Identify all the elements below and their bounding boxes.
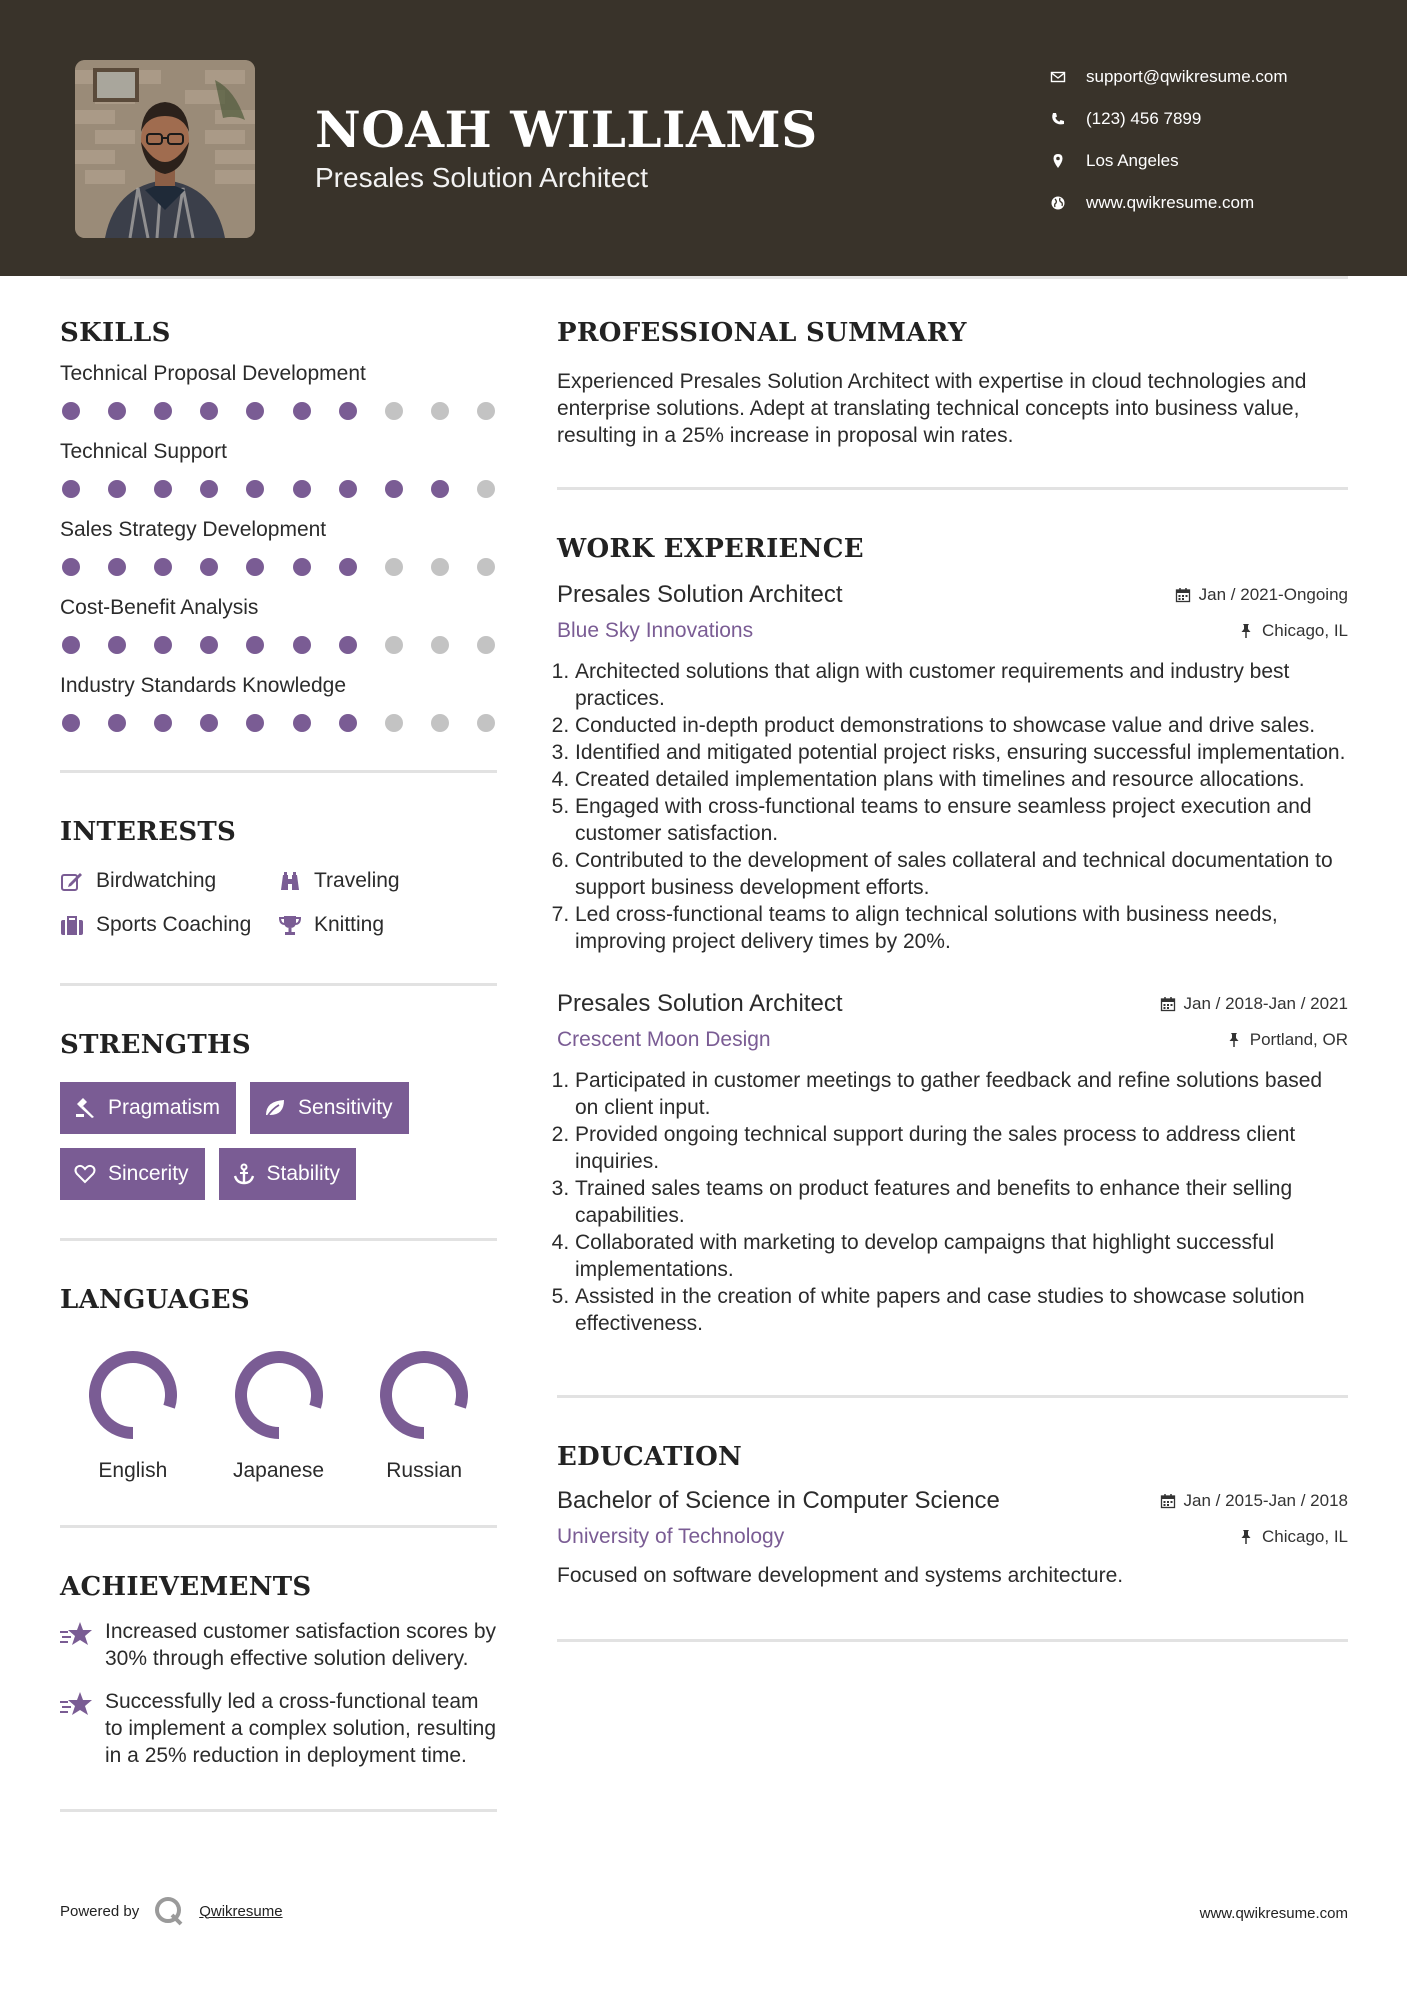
pushpin-icon	[1226, 1032, 1242, 1048]
rating-dot-filled	[200, 636, 218, 654]
job-dates	[1175, 580, 1348, 610]
interests-section	[60, 817, 497, 937]
strength-label: Stability	[266, 1162, 341, 1185]
rating-dot-empty	[431, 558, 449, 576]
skill-item	[60, 674, 497, 732]
rating-dot-filled	[246, 714, 264, 732]
rating-dot-filled	[293, 480, 311, 498]
envelope-icon	[1050, 69, 1086, 85]
interest-label: Traveling	[314, 869, 400, 892]
job-bullet: 3. Trained sales teams on product features and benefits to enhance their selling capabilities.	[575, 1175, 1348, 1229]
binoculars-icon	[278, 870, 302, 892]
job-bullet: 6. Contributed to the development of sales collateral and technical documentation to support business development efforts.	[575, 847, 1348, 901]
education-dates-text: Jan / 2015-Jan / 2018	[1183, 1491, 1348, 1510]
rating-dot-filled	[339, 480, 357, 498]
language-item	[351, 1345, 497, 1483]
rating-dot-empty	[431, 714, 449, 732]
footer-website[interactable]: www.qwikresume.com	[1199, 1905, 1348, 1922]
interests-heading: INTERESTS	[60, 817, 237, 847]
rating-dot-filled	[293, 558, 311, 576]
powered-by-text: Powered by	[60, 1902, 140, 1920]
rating-dot-filled	[154, 636, 172, 654]
strengths-heading: STRENGTHS	[60, 1030, 251, 1060]
summary-section	[557, 318, 1348, 449]
education-description: Focused on software development and systems architecture.	[557, 1564, 1124, 1587]
languages-list	[60, 1345, 497, 1483]
qwikresume-logo-icon	[153, 1895, 185, 1927]
skill-item	[60, 518, 497, 576]
job-bullet: 7. Led cross-functional teams to align technical solutions with business needs, improving project delivery times by 20%.	[575, 901, 1348, 955]
interest-label: Knitting	[314, 913, 385, 936]
job-dates-text: Jan / 2018-Jan / 2021	[1183, 994, 1348, 1013]
experience-heading: WORK EXPERIENCE	[557, 534, 864, 564]
job-dates	[1160, 989, 1348, 1019]
language-level-arc	[95, 1357, 171, 1433]
strengths-list	[60, 1082, 497, 1200]
skill-rating	[60, 714, 497, 732]
calendar-icon	[1160, 1493, 1176, 1509]
skills-section	[60, 318, 497, 732]
section-divider	[557, 1639, 1348, 1642]
job-location	[1238, 616, 1348, 646]
strength-label: Sincerity	[108, 1162, 189, 1185]
rating-dot-filled	[108, 480, 126, 498]
skill-rating	[60, 636, 497, 654]
rating-dot-filled	[200, 480, 218, 498]
rating-dot-filled	[62, 480, 80, 498]
edit-icon	[60, 870, 84, 892]
rating-dot-empty	[477, 558, 495, 576]
contact-website[interactable]	[1050, 182, 1360, 224]
contact-phone[interactable]	[1050, 98, 1360, 140]
achievement-item	[60, 1688, 497, 1769]
rating-dot-filled	[246, 402, 264, 420]
job-bullet: 5. Assisted in the creation of white papers and case studies to showcase solution effectiveness.	[575, 1283, 1348, 1337]
education-heading: EDUCATION	[557, 1442, 743, 1472]
right-column	[557, 318, 1348, 1642]
rating-dot-filled	[293, 636, 311, 654]
briefcase-icon	[60, 914, 84, 936]
map-marker-icon	[1050, 153, 1086, 169]
education-location-text: Chicago, IL	[1262, 1527, 1348, 1546]
rating-dot-filled	[62, 558, 80, 576]
company-name: Blue Sky Innovations	[557, 619, 754, 642]
skill-rating	[60, 402, 497, 420]
language-item	[206, 1345, 352, 1483]
achievement-item	[60, 1618, 497, 1672]
skill-rating	[60, 558, 497, 576]
heart-icon	[74, 1163, 96, 1185]
language-item	[60, 1345, 206, 1483]
rating-dot-filled	[246, 636, 264, 654]
job-location	[1226, 1025, 1348, 1055]
section-divider	[60, 1809, 497, 1812]
skill-item	[60, 596, 497, 654]
strength-label: Pragmatism	[108, 1096, 221, 1119]
rating-dot-filled	[293, 402, 311, 420]
rating-dot-filled	[293, 714, 311, 732]
language-level-ring	[229, 1345, 329, 1445]
rating-dot-filled	[62, 402, 80, 420]
contact-list	[1050, 56, 1360, 224]
job-bullet: 3. Identified and mitigated potential project risks, ensuring successful implementation.	[575, 739, 1348, 766]
skill-name: Industry Standards Knowledge	[60, 674, 347, 697]
job-bullet: 2. Conducted in-depth product demonstrations to showcase value and drive sales.	[575, 712, 1348, 739]
rating-dot-filled	[108, 636, 126, 654]
star-achievement-icon	[60, 1690, 94, 1718]
rating-dot-empty	[385, 402, 403, 420]
skill-name: Technical Proposal Development	[60, 362, 366, 385]
rating-dot-filled	[200, 402, 218, 420]
job-bullet: 4. Created detailed implementation plans with timelines and resource allocations.	[575, 766, 1348, 793]
language-level-arc	[386, 1357, 462, 1433]
section-divider	[557, 487, 1348, 490]
rating-dot-filled	[339, 402, 357, 420]
section-divider	[60, 983, 497, 986]
achievements-heading: ACHIEVEMENTS	[60, 1572, 312, 1602]
qwikresume-link[interactable]: Qwikresume	[199, 1902, 283, 1920]
job-bullets	[557, 658, 1348, 955]
strength-badge	[60, 1148, 205, 1200]
rating-dot-empty	[477, 402, 495, 420]
anchor-icon	[233, 1163, 255, 1185]
job-bullets	[557, 1067, 1348, 1337]
gavel-icon	[74, 1097, 96, 1119]
rating-dot-filled	[339, 714, 357, 732]
rating-dot-filled	[108, 714, 126, 732]
rating-dot-filled	[154, 558, 172, 576]
rating-dot-filled	[385, 480, 403, 498]
strength-badge	[219, 1148, 357, 1200]
achievement-text: Increased customer satisfaction scores by 30% through effective solution delivery.	[105, 1620, 497, 1670]
rating-dot-empty	[477, 636, 495, 654]
skill-name: Sales Strategy Development	[60, 518, 327, 541]
job-location-text: Portland, OR	[1249, 1030, 1348, 1049]
profile-photo	[75, 60, 255, 238]
section-divider	[60, 1238, 497, 1241]
job-bullet: 2. Provided ongoing technical support during the sales process to address client inquiries.	[575, 1121, 1348, 1175]
skill-item	[60, 362, 497, 420]
star-achievement-icon	[60, 1620, 94, 1648]
rating-dot-empty	[477, 714, 495, 732]
skill-item	[60, 440, 497, 498]
job-title: Presales Solution Architect	[557, 990, 843, 1017]
pushpin-icon	[1238, 1529, 1254, 1545]
left-column	[60, 318, 497, 1812]
rating-dot-filled	[108, 558, 126, 576]
section-divider	[60, 770, 497, 773]
calendar-icon	[1160, 996, 1176, 1012]
language-level-ring	[374, 1345, 474, 1445]
job-location-text: Chicago, IL	[1262, 621, 1348, 640]
rating-dot-filled	[154, 714, 172, 732]
interest-item	[278, 869, 497, 893]
skills-heading: SKILLS	[60, 318, 171, 348]
trophy-icon	[278, 914, 302, 936]
calendar-icon	[1175, 587, 1191, 603]
rating-dot-empty	[385, 636, 403, 654]
summary-heading: PROFESSIONAL SUMMARY	[557, 318, 967, 348]
languages-section	[60, 1285, 497, 1483]
job-title: Presales Solution Architect	[557, 581, 843, 608]
education-section	[557, 1442, 1348, 1589]
rating-dot-filled	[246, 480, 264, 498]
rating-dot-filled	[246, 558, 264, 576]
contact-website-text: www.qwikresume.com	[1086, 193, 1255, 212]
company-name: Crescent Moon Design	[557, 1028, 771, 1051]
rating-dot-empty	[431, 402, 449, 420]
rating-dot-filled	[154, 402, 172, 420]
experience-section	[557, 534, 1348, 1337]
profile-photo-image	[75, 60, 255, 238]
leaf-icon	[264, 1097, 286, 1119]
achievements-section	[60, 1572, 497, 1769]
skill-name: Cost-Benefit Analysis	[60, 596, 259, 619]
language-level-ring	[83, 1345, 183, 1445]
language-level-arc	[241, 1357, 317, 1433]
section-divider	[557, 1395, 1348, 1398]
section-divider	[60, 1525, 497, 1528]
candidate-title: Presales Solution Architect	[315, 162, 649, 193]
language-name: English	[98, 1459, 168, 1482]
rating-dot-filled	[339, 558, 357, 576]
rating-dot-filled	[62, 714, 80, 732]
rating-dot-filled	[431, 480, 449, 498]
globe-icon	[1050, 195, 1086, 211]
rating-dot-filled	[200, 558, 218, 576]
interest-label: Birdwatching	[96, 869, 217, 892]
achievement-text: Successfully led a cross-functional team to implement a complex solution, resulting in a 25% reduction in deployment time.	[105, 1690, 497, 1767]
interest-item	[60, 913, 278, 937]
header-divider	[60, 276, 1348, 279]
rating-dot-empty	[431, 636, 449, 654]
pushpin-icon	[1238, 623, 1254, 639]
rating-dot-empty	[477, 480, 495, 498]
contact-phone-text: (123) 456 7899	[1086, 109, 1202, 128]
language-name: Russian	[386, 1459, 463, 1482]
skill-rating	[60, 480, 497, 498]
education-entry	[557, 1486, 1348, 1589]
contact-email[interactable]	[1050, 56, 1360, 98]
interest-item	[278, 913, 497, 937]
contact-email-text: support@qwikresume.com	[1086, 67, 1288, 86]
phone-icon	[1050, 111, 1086, 127]
strength-badge	[250, 1082, 409, 1134]
rating-dot-filled	[108, 402, 126, 420]
interest-item	[60, 869, 278, 893]
contact-location	[1050, 140, 1360, 182]
job-bullet: 5. Engaged with cross-functional teams to ensure seamless project execution and customer satisfaction.	[575, 793, 1348, 847]
summary-text: Experienced Presales Solution Architect with expertise in cloud technologies and enterprise solutions. Adept at translating technical concepts into business value, resulting in a 25% increase in proposal win rates.	[557, 370, 1307, 447]
job-bullet: 1. Architected solutions that align with customer requirements and industry best practices.	[575, 658, 1348, 712]
rating-dot-empty	[385, 714, 403, 732]
candidate-name: NOAH WILLIAMS	[315, 100, 818, 159]
rating-dot-filled	[200, 714, 218, 732]
rating-dot-filled	[339, 636, 357, 654]
resume-header	[0, 0, 1407, 276]
skills-list	[60, 362, 497, 732]
job-bullet: 4. Collaborated with marketing to develop campaigns that highlight successful implementations.	[575, 1229, 1348, 1283]
job-bullet: 1. Participated in customer meetings to gather feedback and refine solutions based on client input.	[575, 1067, 1348, 1121]
rating-dot-empty	[385, 558, 403, 576]
strength-badge	[60, 1082, 236, 1134]
strength-label: Sensitivity	[298, 1096, 393, 1119]
job-dates-text: Jan / 2021-Ongoing	[1198, 585, 1348, 604]
language-name: Japanese	[232, 1459, 325, 1482]
education-dates	[1160, 1486, 1348, 1516]
interest-label: Sports Coaching	[96, 913, 252, 936]
footer-powered-by	[60, 1895, 283, 1927]
contact-location-text: Los Angeles	[1086, 151, 1179, 170]
school-name: University of Technology	[557, 1525, 785, 1548]
rating-dot-filled	[62, 636, 80, 654]
rating-dot-filled	[154, 480, 172, 498]
interests-list	[60, 869, 497, 937]
degree-title: Bachelor of Science in Computer Science	[557, 1487, 1000, 1514]
languages-heading: LANGUAGES	[60, 1285, 250, 1315]
job-entry	[557, 580, 1348, 955]
strengths-section	[60, 1030, 497, 1200]
job-entry	[557, 989, 1348, 1337]
skill-name: Technical Support	[60, 440, 227, 463]
education-location	[1238, 1522, 1348, 1552]
